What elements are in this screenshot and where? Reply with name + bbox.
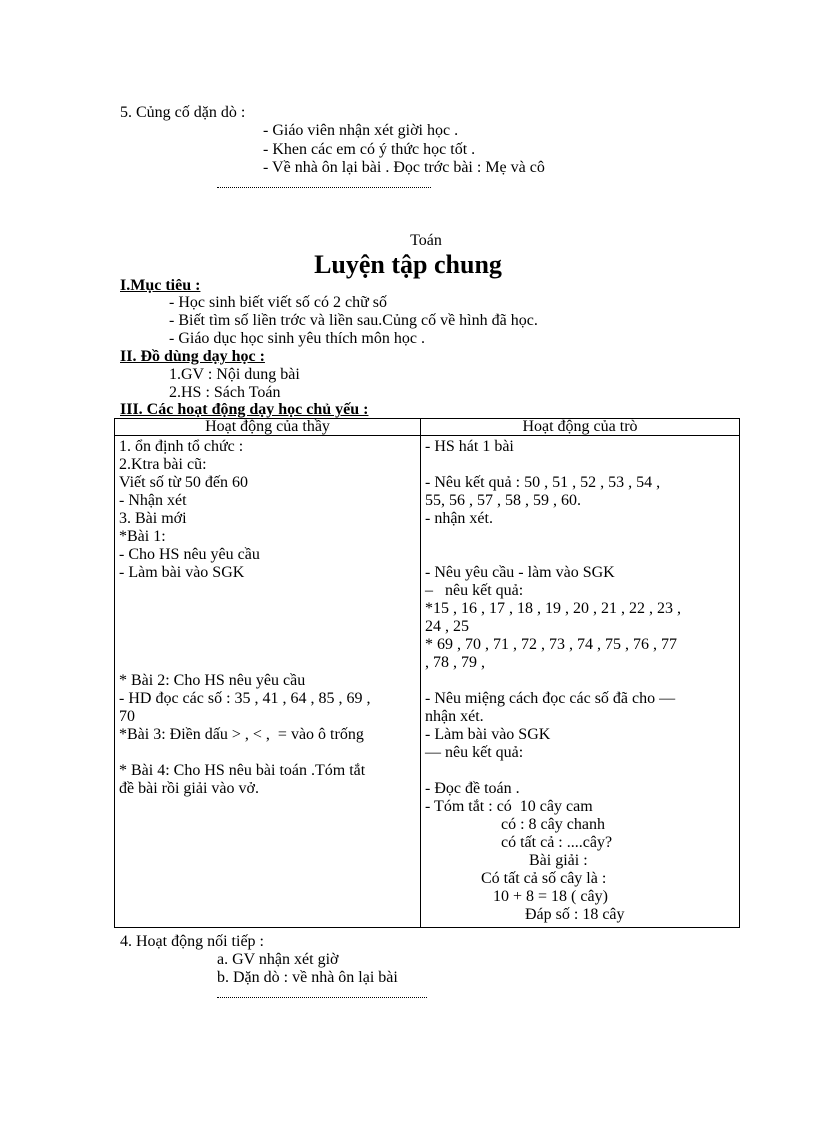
table-cell-line: 3. Bài mới — [119, 510, 187, 527]
table-cell-line — [119, 582, 416, 600]
separator-dots — [217, 997, 427, 998]
section5-heading: 5. Củng cố dặn dò : — [120, 104, 246, 121]
table-cell-line: - HD đọc các số : 35 , 41 , 64 , 85 , 69 , — [119, 690, 371, 707]
table-cell-line: *Bài 3: Điền dấu > , < , = vào ô trống — [119, 726, 364, 743]
table-cell-line: Bài giải : — [425, 852, 588, 869]
table-cell-line: - Đọc đề toán . — [425, 780, 520, 797]
table-cell-line: , 78 , 79 , — [425, 654, 485, 671]
section5-line: - Giáo viên nhận xét giời học . — [263, 122, 459, 139]
teacher-column-header: Hoạt động của thầy — [115, 419, 421, 436]
table-cell-line: - nhận xét. — [425, 510, 493, 527]
table-cell-line: - Làm bài vào SGK — [119, 564, 245, 581]
section5-line: - Về nhà ôn lại bài . Đọc trớc bài : Mẹ và cô — [263, 159, 545, 176]
table-cell-line: - HS hát 1 bài — [425, 438, 514, 455]
table-cell-line: Có tất cả số cây là : — [425, 870, 607, 887]
material-item: 2.HS : Sách Toán — [169, 384, 281, 401]
table-cell-line — [119, 654, 416, 672]
table-cell-line: * Bài 4: Cho HS nêu bài toán .Tóm tắt — [119, 762, 366, 779]
table-cell-line: có : 8 cây chanh — [425, 816, 605, 833]
table-cell-line: - Làm bài vào SGK — [425, 726, 551, 743]
table-cell-line — [119, 600, 416, 618]
table-cell-line: — nêu kết quả: — [425, 744, 524, 761]
table-cell-line: - Cho HS nêu yêu cầu — [119, 546, 260, 563]
separator-dots — [217, 187, 431, 188]
table-cell-line: - Nêu kết quả : 50 , 51 , 52 , 53 , 54 , — [425, 474, 661, 491]
table-cell-line: *15 , 16 , 17 , 18 , 19 , 20 , 21 , 22 , 23 , — [425, 600, 681, 617]
objectives-heading: I.Mục tiêu : — [120, 277, 201, 294]
table-cell-line: Viết số từ 50 đến 60 — [119, 474, 249, 491]
table-cell-line — [425, 456, 735, 474]
table-cell-line — [425, 528, 735, 546]
table-cell-line: - Nêu yêu cầu - làm vào SGK — [425, 564, 615, 581]
table-cell-line — [425, 762, 735, 780]
table-cell-line — [425, 546, 735, 564]
table-cell-line: 55, 56 , 57 , 58 , 59 , 60. — [425, 492, 581, 509]
table-cell-line: 10 + 8 = 18 ( cây) — [425, 888, 608, 905]
table-cell-line: 24 , 25 — [425, 618, 469, 635]
section5-line: - Khen các em có ý thức học tốt . — [263, 141, 476, 158]
lesson-title: Luyện tập chung — [314, 250, 502, 279]
objective-item: - Giáo dục học sinh yêu thích môn học . — [169, 330, 425, 347]
activities-heading: III. Các hoạt động dạy học chủ yếu : — [120, 401, 369, 418]
table-cell-line: 70 — [119, 708, 135, 725]
table-cell-line — [119, 744, 416, 762]
table-cell-line: - Tóm tắt : có 10 cây cam — [425, 798, 593, 815]
student-activities-cell — [421, 436, 740, 928]
table-cell-line: nhận xét. — [425, 708, 484, 725]
table-cell-line — [119, 618, 416, 636]
table-cell-line: - Nêu miệng cách đọc các số đã cho — — [425, 690, 676, 707]
table-cell-line: - Nhận xét — [119, 492, 187, 509]
table-cell-line: * 69 , 70 , 71 , 72 , 73 , 74 , 75 , 76 , 77 — [425, 636, 677, 653]
table-cell-line — [119, 636, 416, 654]
table-cell-line: có tất cả : ....cây? — [425, 834, 613, 851]
objective-item: - Học sinh biết viết số có 2 chữ số — [169, 294, 387, 311]
table-cell-line: *Bài 1: — [119, 528, 166, 545]
table-cell-line: 1. ổn định tổ chức : — [119, 438, 244, 455]
section4-line: b. Dặn dò : về nhà ôn lại bài — [217, 969, 398, 986]
table-cell-line: 2.Ktra bài cũ: — [119, 456, 207, 473]
teacher-activities-cell — [115, 436, 421, 928]
table-cell-line: đề bài rồi giải vào vở. — [119, 780, 259, 797]
objective-item: - Biết tìm số liền trớc và liền sau.Củng cố về hình đã học. — [169, 312, 538, 329]
table-cell-line — [425, 672, 735, 690]
table-cell-line: Đáp số : 18 cây — [425, 906, 625, 923]
table-cell-line: – nêu kết quả: — [425, 582, 524, 599]
section4-line: a. GV nhận xét giờ — [217, 951, 339, 968]
material-item: 1.GV : Nội dung bài — [169, 366, 300, 383]
activities-table — [114, 418, 740, 928]
materials-heading: II. Đồ dùng dạy học : — [120, 348, 265, 365]
subject-label: Toán — [410, 232, 442, 249]
table-cell-line: * Bài 2: Cho HS nêu yêu cầu — [119, 672, 306, 689]
student-column-header: Hoạt động của trò — [421, 419, 740, 436]
section4-heading: 4. Hoạt động nối tiếp : — [120, 933, 264, 950]
